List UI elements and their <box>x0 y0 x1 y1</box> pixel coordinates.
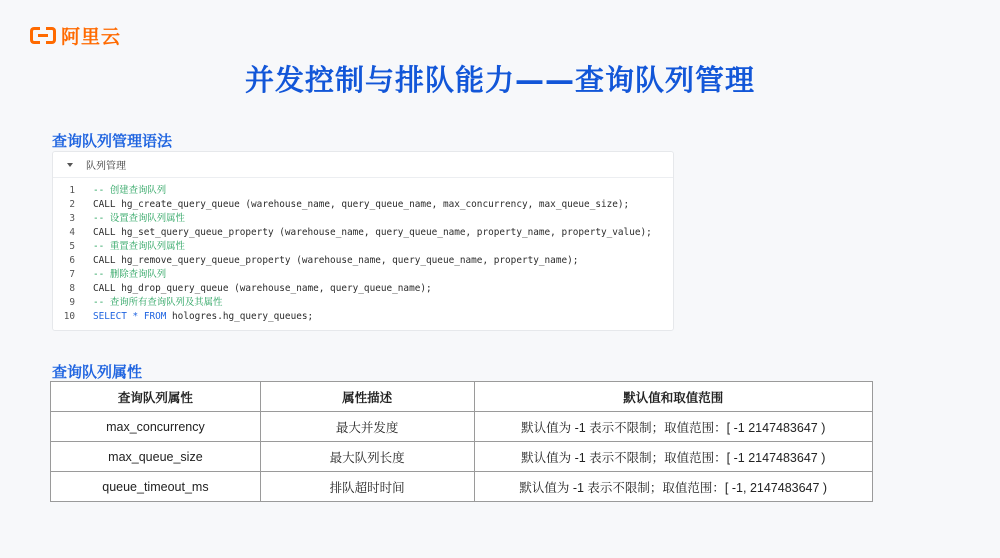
code-line <box>53 184 673 198</box>
code-text: CALL hg_remove_query_queue_property (warehouse_name, query_queue_name, property_name); <box>93 255 579 266</box>
code-text: CALL hg_create_query_queue (warehouse_name, query_queue_name, max_concurrency, max_queue_size); <box>93 199 630 210</box>
column-header-description: 属性描述 <box>260 382 474 412</box>
line-number: 7 <box>69 269 75 280</box>
table-cell: queue_timeout_ms <box>51 472 261 502</box>
keyword: SELECT <box>93 311 127 322</box>
code-block <box>52 151 674 331</box>
code-comment: -- 查询所有查询队列及其属性 <box>93 297 223 308</box>
line-number: 4 <box>69 227 75 238</box>
table-row <box>51 472 873 502</box>
table-row <box>51 412 873 442</box>
line-number: 8 <box>69 283 75 294</box>
line-number: 9 <box>69 297 75 308</box>
queue-properties-table <box>50 381 873 502</box>
code-comment: -- 删除查询队列 <box>93 269 167 280</box>
code-comment: -- 设置查询队列属性 <box>93 213 185 224</box>
line-number: 3 <box>69 213 75 224</box>
code-line <box>53 226 673 240</box>
code-text: CALL hg_drop_query_queue (warehouse_name, query_queue_name); <box>93 283 432 294</box>
operator: * <box>126 311 144 322</box>
aliyun-logo <box>30 22 121 49</box>
code-line <box>53 212 673 226</box>
table-cell: max_queue_size <box>51 442 261 472</box>
code-line <box>53 268 673 282</box>
table-cell: max_concurrency <box>51 412 261 442</box>
table-cell: 默认值为 -1 表示不限制；取值范围：[ -1, 2147483647 ) <box>474 472 873 502</box>
aliyun-logo-icon <box>30 27 56 44</box>
code-body <box>53 178 673 324</box>
line-number: 1 <box>69 185 75 196</box>
code-text <box>93 310 313 324</box>
collapse-caret-icon[interactable] <box>67 163 73 167</box>
slide-title: 并发控制与排队能力——查询队列管理 <box>244 63 755 97</box>
table-row <box>51 442 873 472</box>
line-number: 5 <box>69 241 75 252</box>
table-cell: 默认值为 -1 表示不限制；取值范围：[ -1 2147483647 ) <box>474 412 873 442</box>
column-header-property: 查询队列属性 <box>51 382 261 412</box>
syntax-section-heading: 查询队列管理语法 <box>52 132 173 150</box>
table-header-row <box>51 382 873 412</box>
table-cell: 默认值为 -1 表示不限制；取值范围：[ -1 2147483647 ) <box>474 442 873 472</box>
code-line <box>53 282 673 296</box>
keyword: FROM <box>143 311 167 322</box>
code-line <box>53 240 673 254</box>
code-comment: -- 创建查询队列 <box>93 185 167 196</box>
code-text: CALL hg_set_query_queue_property (warehouse_name, query_queue_name, property_name, property_value); <box>93 227 652 238</box>
code-line <box>53 254 673 268</box>
code-line <box>53 310 673 324</box>
table-cell: 最大并发度 <box>260 412 474 442</box>
code-text: hologres.hg_query_queues; <box>166 311 314 322</box>
code-comment: -- 重置查询队列属性 <box>93 241 185 252</box>
code-line <box>53 296 673 310</box>
code-block-header[interactable] <box>53 152 673 178</box>
column-header-default-range: 默认值和取值范围 <box>474 382 873 412</box>
line-number: 2 <box>69 199 75 210</box>
logo-text: 阿里云 <box>61 26 122 48</box>
code-line <box>53 198 673 212</box>
code-block-title: 队列管理 <box>86 161 126 172</box>
table-cell: 最大队列长度 <box>260 442 474 472</box>
table-cell: 排队超时时间 <box>260 472 474 502</box>
properties-section-heading: 查询队列属性 <box>52 363 143 381</box>
line-number: 6 <box>69 255 75 266</box>
line-number: 10 <box>63 311 75 322</box>
